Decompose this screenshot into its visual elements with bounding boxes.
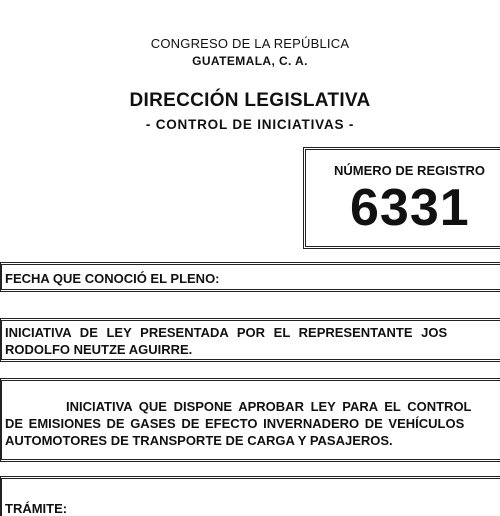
country-name: GUATEMALA, C. A. (192, 54, 308, 68)
registration-box (303, 147, 500, 249)
document-title: DIRECCIÓN LEGISLATIVA (129, 90, 371, 111)
subject-line: INICIATIVA QUE DISPONE APROBAR LEY PARA EL CONTROL (66, 399, 472, 414)
procedure-label: TRÁMITE: (5, 501, 68, 516)
subject-line: AUTOMOTORES DE TRANSPORTE DE CARGA Y PASAJEROS. (5, 433, 393, 448)
plenary-date-row (0, 262, 500, 292)
registration-label: NÚMERO DE REGISTRO (334, 163, 485, 178)
initiative-subject-row (0, 378, 500, 462)
presented-by-line: INICIATIVA DE LEY PRESENTADA POR EL REPRESENTANTE JOS (5, 325, 448, 340)
document-subtitle: - CONTROL DE INICIATIVAS - (145, 117, 355, 132)
plenary-date-label: FECHA QUE CONOCIÓ EL PLENO: (5, 271, 220, 286)
presented-by-line: RODOLFO NEUTZE AGUIRRE. (5, 342, 193, 357)
subject-line: DE EMISIONES DE GASES DE EFECTO INVERNADERO DE VEHÍCULOS (5, 416, 465, 431)
congress-name: CONGRESO DE LA REPÚBLICA (150, 36, 350, 51)
procedure-row (0, 476, 500, 516)
registration-number: 6331 (350, 179, 470, 237)
presented-by-row (0, 318, 500, 362)
